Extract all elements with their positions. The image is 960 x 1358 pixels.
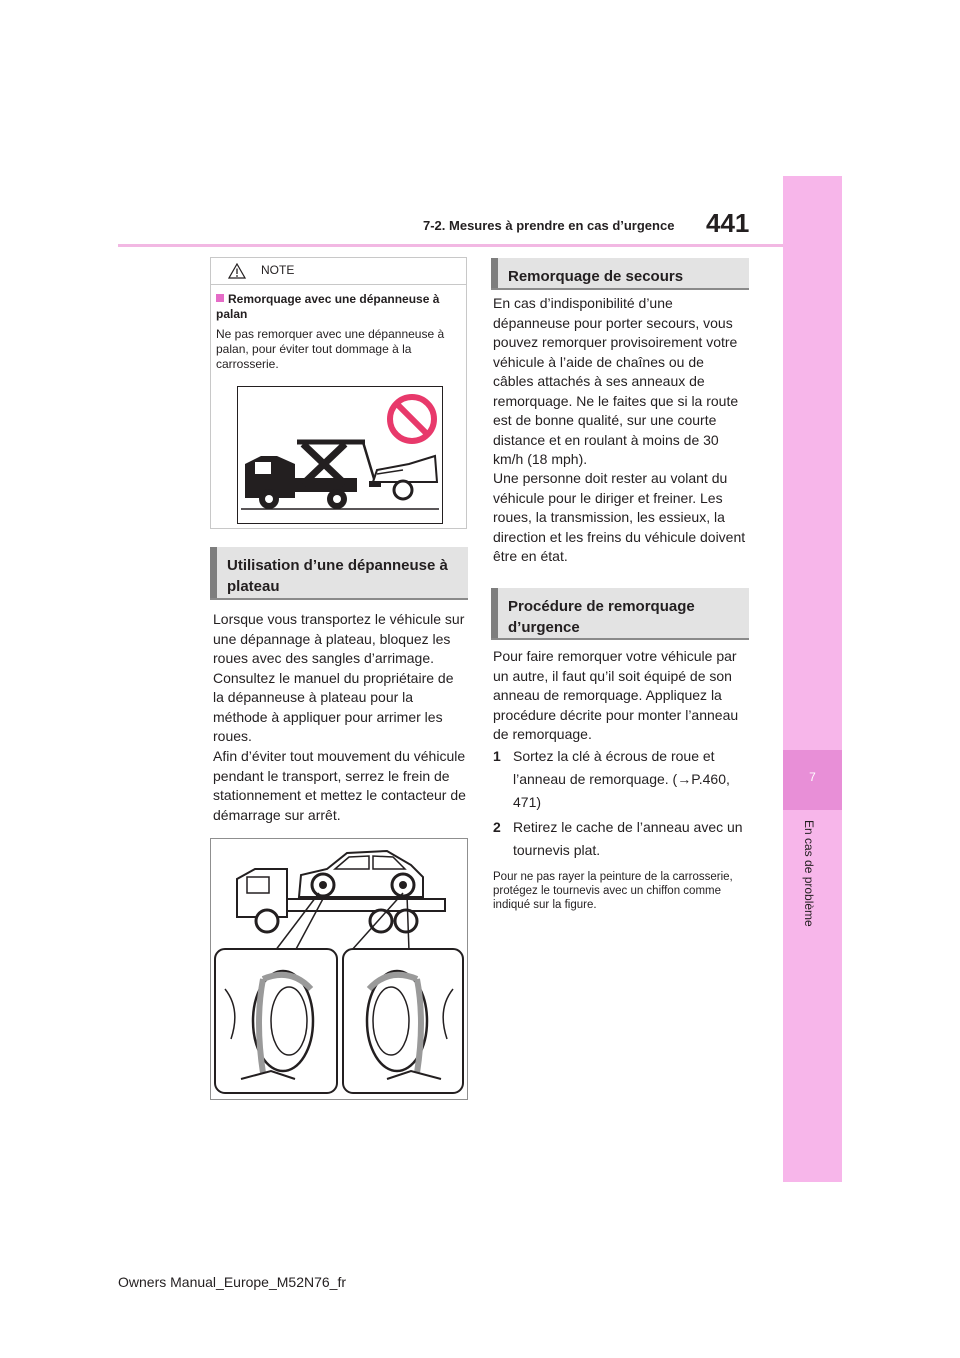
step-text: Retirez le cache de l’anneau avec un tournevis plat. (513, 819, 743, 858)
header-rule (118, 244, 783, 247)
heading-emergency-towing-text: Remorquage de secours (508, 268, 684, 285)
note-text: Ne pas remorquer avec une dépanneuse à palan, pour éviter tout dommage à la carrosserie. (216, 327, 445, 371)
heading-procedure-text: Procédure de remorquage d’urgence (508, 598, 695, 636)
heading-flatbed (210, 547, 468, 600)
chapter-label (800, 820, 820, 950)
procedure-hint: Pour ne pas rayer la peinture de la carrosserie, protégez le tournevis avec un chiffon comme indiqué sur la figure. (493, 871, 733, 911)
chapter-label-text: En cas de problème (802, 820, 816, 927)
heading-emergency-towing (491, 258, 749, 290)
procedure-step-2 (493, 816, 753, 864)
note-subheading-text: Remorquage avec une dépanneuse à palan (216, 292, 440, 321)
bullet-square-icon (216, 294, 224, 302)
note-header (211, 258, 466, 285)
chapter-side-tab (783, 176, 842, 1182)
note-title: NOTE (261, 263, 295, 277)
flatbed-paragraph-1: Lorsque vous transportez le véhicule sur une dépannage à plateau, bloquez les roues avec des sangles d’arrimage. Consultez le manuel du propriétaire de la dépanneuse à plateau pour la méthode à appliquer pour arrimer les roues. (213, 611, 465, 744)
tow-truck-prohibited-illustration (237, 386, 443, 524)
note-box (210, 257, 467, 529)
heading-flatbed-text: Utilisation d’une dépanneuse à plateau (227, 557, 448, 595)
procedure-intro: Pour faire remorquer votre véhicule par un autre, il faut qu’il soit équipé de son anneau de remorquage. Appliquez la procédure décrite pour monter l’anneau de remorquage. (493, 648, 739, 742)
flatbed-paragraph-2: Afin d’éviter tout mouvement du véhicule pendant le transport, serrez le frein de stationnement et mettez le contacteur de démarrage sur arrêt. (213, 748, 466, 823)
procedure-step-1 (493, 745, 753, 817)
warning-triangle-icon (228, 263, 246, 279)
step-number: 1 (493, 748, 501, 764)
step-number: 2 (493, 819, 501, 835)
step-text: Sortez la clé à écrous de roue et l’anneau de remorquage. (→P.460, 471) (513, 748, 730, 810)
note-subheading (216, 292, 464, 322)
heading-procedure (491, 588, 749, 640)
section-title: 7-2. Mesures à prendre en cas d’urgence (423, 218, 675, 233)
emergency-paragraph-2: Une personne doit rester au volant du véhicule pour le diriger et freiner. Les roues, la transmission, les essieux, la direction et les freins du véhicule doivent être en état. (493, 470, 746, 564)
footer-manual-id: Owners Manual_Europe_M52N76_fr (118, 1274, 347, 1290)
page-number: 441 (706, 208, 750, 238)
chapter-number: 7 (809, 770, 816, 784)
flatbed-tie-down-illustration (211, 839, 467, 1099)
flatbed-figure (210, 838, 468, 1100)
emergency-paragraph-1: En cas d’indisponibilité d’une dépanneuse pour porter secours, vous pouvez remorquer provisoirement votre véhicule à l’aide de chaînes ou de câbles attachés à ses anneaux de remorquage. Ne le faites que si la route est de bonne qualité, sur une courte distance et en roulant à moins de 30 km/h (18 mph). (493, 295, 739, 467)
